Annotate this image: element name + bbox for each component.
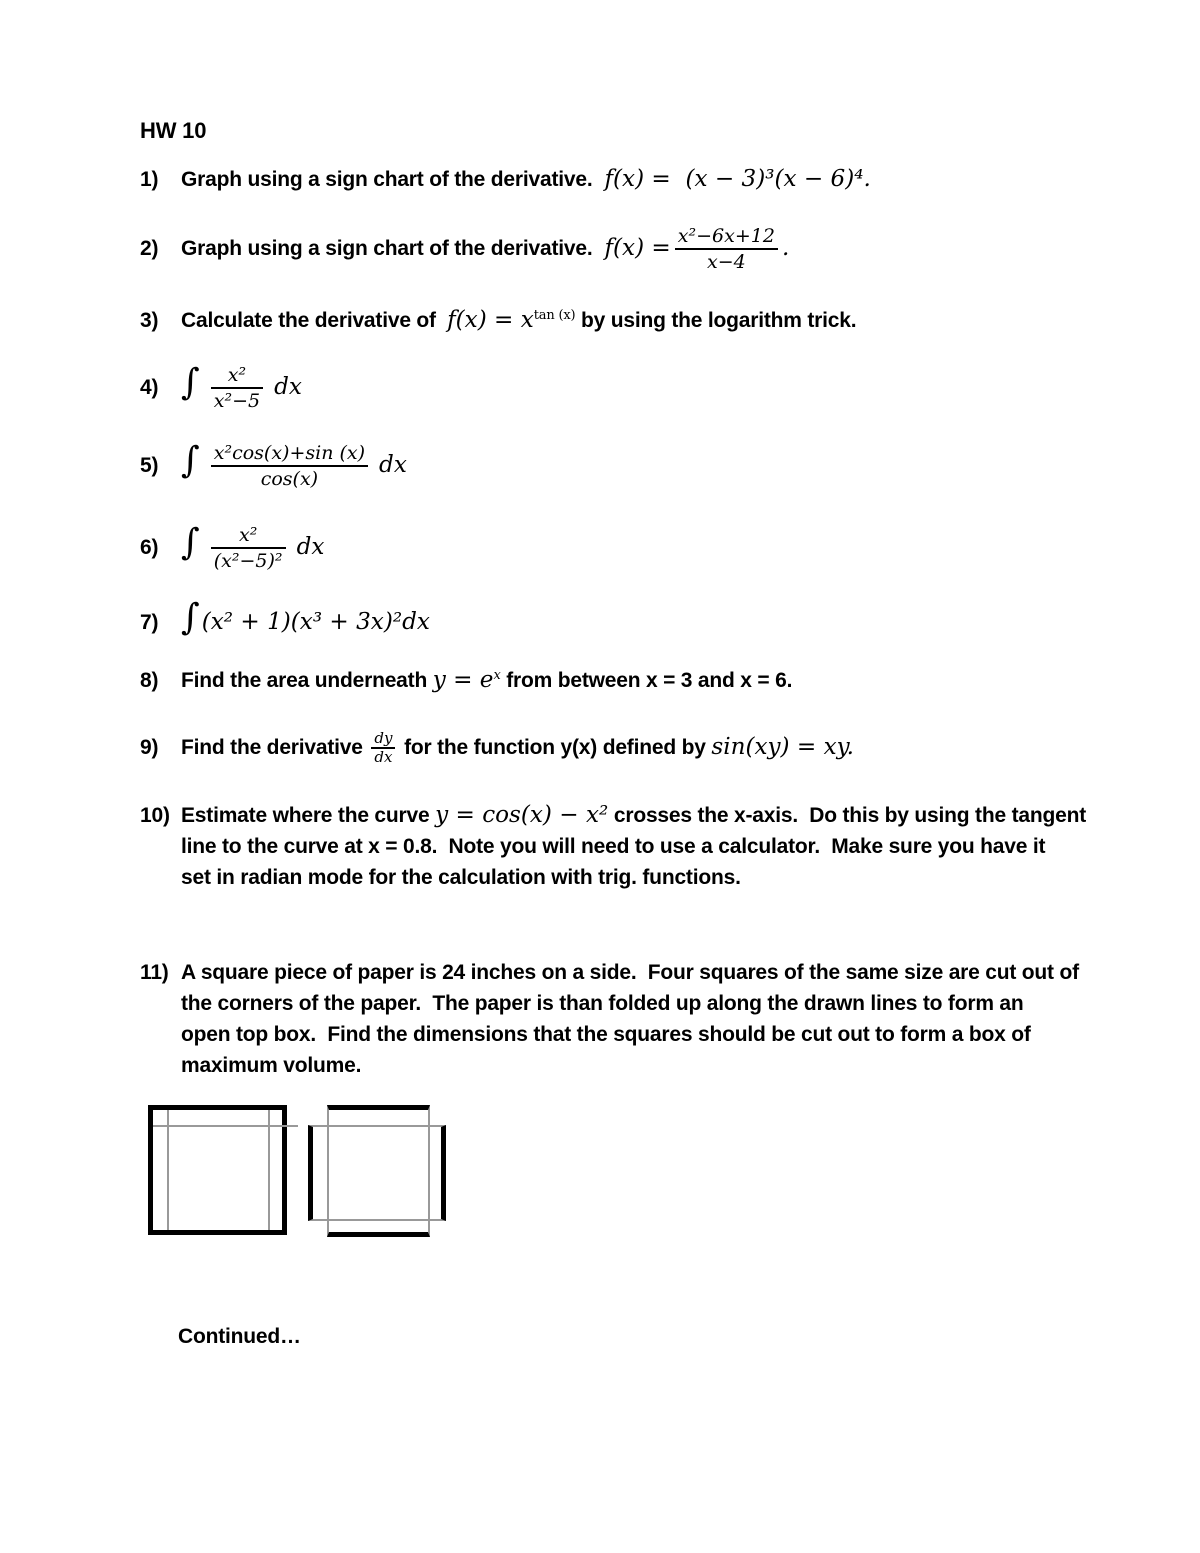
problem-4	[140, 363, 302, 413]
math-exponent: tan (x)	[533, 308, 576, 323]
math-expression: f(x) = x	[447, 307, 534, 333]
fraction-numerator: x²cos(x)+sin (x)	[213, 442, 366, 465]
math-expression: y = cos(x) − x²	[435, 802, 609, 828]
math-exponent: x	[493, 668, 501, 683]
math-expression	[181, 363, 302, 413]
math-expression: f(x) =	[604, 234, 671, 261]
math-expression	[181, 523, 324, 573]
fraction	[211, 442, 368, 491]
problem-number: 8)	[140, 669, 159, 692]
problem-2	[140, 225, 789, 274]
fraction-denominator: (x²−5)²	[213, 550, 283, 573]
problem-text: from between x = 3 and x = 6.	[500, 669, 793, 692]
problem-number: 10)	[140, 804, 170, 827]
problem-text: crosses the x-axis. Do this by using the tangent	[608, 804, 1087, 827]
page-title: HW 10	[140, 118, 207, 143]
problem-number: 11)	[140, 961, 169, 984]
problem-8	[140, 665, 792, 696]
math-expression: f(x) = (x − 3)³(x − 6)⁴.	[604, 166, 871, 192]
problem-content	[181, 665, 792, 696]
problem-content	[181, 225, 789, 274]
problem-text: Graph using a sign chart of the derivative.	[181, 236, 593, 260]
problem-text: Find the derivative	[181, 735, 369, 759]
problem-6	[140, 523, 324, 573]
problem-10	[140, 800, 1086, 893]
fraction-denominator: x−4	[707, 251, 746, 274]
fraction-numerator: dy	[374, 729, 393, 747]
problem-number: 6)	[140, 536, 159, 559]
fraction-bar	[675, 248, 778, 250]
text-line: open top box. Find the dimensions that the squares should be cut out to form a box of	[181, 1023, 1031, 1046]
problem-1	[140, 164, 871, 195]
text-line: A square piece of paper is 24 inches on a side. Four squares of the same size are cut out of	[181, 961, 1079, 984]
integral-icon: ∫	[181, 522, 200, 563]
fraction	[675, 225, 778, 274]
problem-3	[140, 305, 856, 336]
problem-text: Calculate the derivative of	[181, 309, 448, 332]
problem-9	[140, 730, 854, 767]
fraction-bar	[211, 465, 368, 467]
fraction	[371, 730, 395, 767]
problem-number: 3)	[140, 309, 159, 332]
text-line: the corners of the paper. The paper is than folded up along the drawn lines to form an	[181, 992, 1024, 1015]
fraction	[211, 364, 263, 413]
problem-number: 7)	[140, 611, 159, 634]
math-body: (x² + 1)(x³ + 3x)²dx	[201, 609, 430, 635]
fraction	[211, 524, 286, 573]
math-period: .	[781, 234, 790, 261]
problem-11	[140, 957, 1079, 1081]
fraction-denominator: dx	[374, 748, 393, 767]
problem-7	[140, 598, 430, 638]
problem-number: 2)	[140, 236, 159, 260]
problem-text: Find the area underneath	[181, 669, 433, 692]
problem-number: 9)	[140, 735, 159, 759]
fraction-denominator: x²−5	[213, 390, 261, 413]
integral-icon: ∫	[181, 362, 200, 403]
problem-text: for the function y(x) defined by	[398, 735, 712, 759]
problem-text: Estimate where the curve	[181, 804, 436, 827]
continued-note: Continued…	[178, 1325, 301, 1348]
math-expression: y = e	[432, 667, 494, 693]
integral-icon: ∫	[181, 597, 200, 638]
fold-line-horizontal	[153, 1125, 298, 1127]
text-line	[181, 800, 1086, 831]
math-expression	[181, 598, 430, 638]
text-line: line to the curve at x = 0.8. Note you will need to use a calculator. Make sure you have it	[181, 835, 1046, 858]
figure-square-paper-fold-lines	[148, 1105, 287, 1235]
fraction-numerator: x²	[227, 364, 247, 387]
text-line: set in radian mode for the calculation with trig. functions.	[181, 866, 741, 889]
text-line: maximum volume.	[181, 1054, 362, 1077]
cross-horizontal-panel	[308, 1125, 446, 1221]
fraction-bar	[211, 387, 263, 389]
problem-number: 4)	[140, 376, 159, 399]
fold-line-vertical-left	[167, 1110, 169, 1230]
problem-number: 5)	[140, 454, 159, 477]
problem-5	[140, 441, 407, 491]
problem-content	[181, 800, 1086, 893]
fraction-numerator: x²	[238, 524, 258, 547]
problem-text: by using the logarithm trick.	[575, 309, 857, 332]
differential: dx	[296, 534, 325, 560]
math-expression: sin(xy) = xy.	[711, 733, 854, 760]
fraction-denominator: cos(x)	[260, 468, 319, 491]
fraction-numerator: x²−6x+12	[677, 225, 775, 247]
fraction-bar	[211, 547, 286, 549]
problem-content	[181, 164, 871, 195]
problem-content	[181, 957, 1079, 1081]
problem-text: Graph using a sign chart of the derivative.	[181, 168, 593, 191]
figure-cross-cutout-paper	[308, 1105, 446, 1237]
differential: dx	[274, 374, 302, 400]
fold-line-vertical-right	[268, 1110, 270, 1230]
problem-number: 1)	[140, 168, 159, 191]
problem-content	[181, 305, 856, 336]
math-expression	[181, 441, 407, 491]
differential: dx	[379, 452, 407, 478]
problem-content	[181, 730, 854, 767]
integral-icon: ∫	[181, 440, 200, 481]
